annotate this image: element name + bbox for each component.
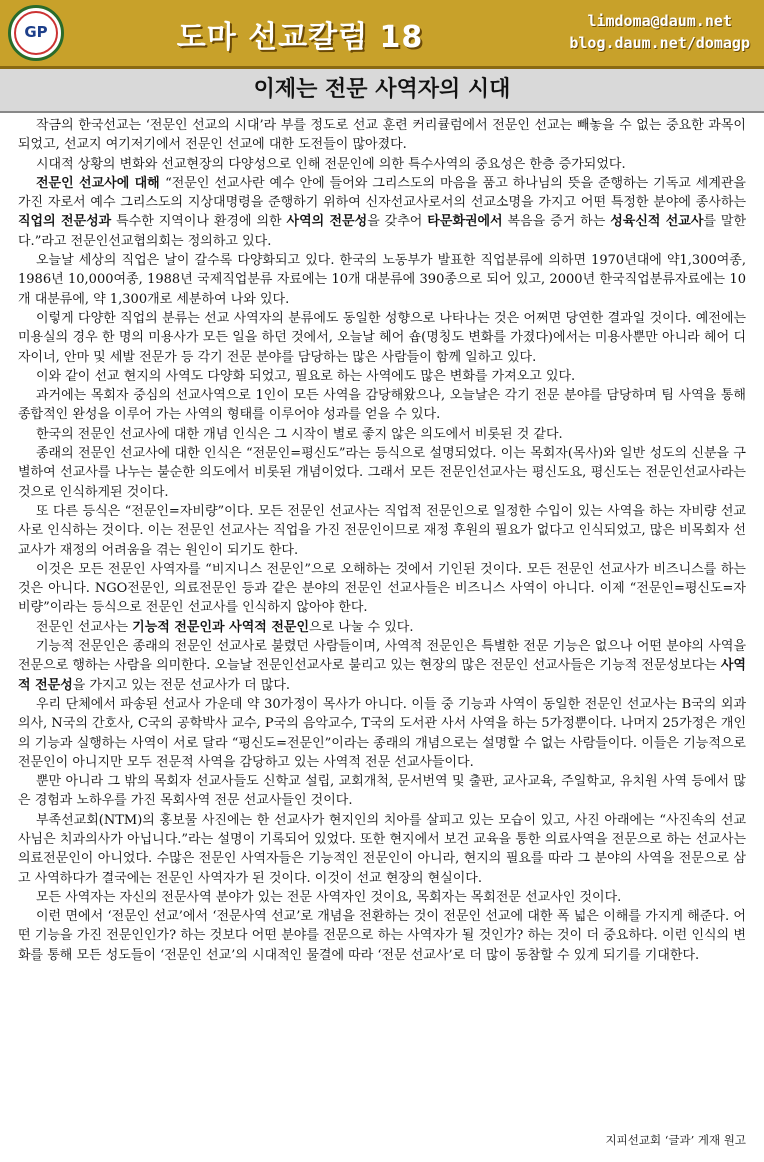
- paragraph-text: 를 말한다.”라고 전문인선교협의회는 정의하고 있다.: [18, 214, 747, 249]
- email-address[interactable]: limdoma@daum.net: [587, 12, 732, 30]
- article-paragraph: [18, 772, 746, 811]
- article-paragraph: [18, 309, 746, 367]
- paragraph-text: 과거에는 목회자 중심의 선교사역으로 1인이 모든 사역을 감당해왔으나, 오늘날은 각기 전문 분야를 담당하며 팀 사역을 통해 종합적인 완성을 이루어 가는 사역의 형태를 이루어야 성과를 얻을 수 있다.: [18, 388, 746, 423]
- column-header: [0, 0, 764, 69]
- logo-text: GP: [24, 23, 48, 41]
- article-paragraph: [18, 637, 746, 695]
- article-paragraph: [18, 907, 746, 965]
- emphasized-text: 직업의 전문성과: [18, 214, 112, 230]
- paragraph-text: 또 다른 등식은 “전문인=자비량”이다. 모든 전문인 선교사는 직업적 전문인으로 일정한 수입이 있는 사역을 하는 자비량 선교사로 인식하는 것이다. 이는 전문인 선교사는 직업을 가진 전문인이므로 재정 후원의 필요가 없다고 인식되었고, 많은 비목회자 선교사가 재정의 어려움을 겪는 원인이 되기도 한다.: [18, 503, 746, 558]
- article-paragraph: [18, 367, 746, 386]
- paragraph-text: 모든 사역자는 자신의 전문사역 분야가 있는 전문 사역자인 것이요, 목회자는 목회전문 선교사인 것이다.: [36, 889, 622, 905]
- paragraph-text: 이렇게 다양한 직업의 분류는 선교 사역자의 분류에도 동일한 성향으로 나타나는 것은 어쩌면 당연한 결과일 것이다. 예전에는 미용실의 경우 한 명의 미용사가 모든 일을 하던 것에서, 오늘날 헤어 숍(명칭도 변화를 가졌다)에서는 미용사뿐만 아니라 헤어 디자이너, 안마 및 세발 전문가 등 각기 전문 분야를 담당하는 많은 사람들이 함께 일하고 있다.: [18, 310, 746, 365]
- contact-info: [569, 10, 750, 54]
- emphasized-text: 사역의 전문성: [286, 214, 368, 230]
- paragraph-text: 뿐만 아니라 그 밖의 목회자 선교사들도 신학교 설립, 교회개척, 문서번역 및 출판, 교사교육, 주일학교, 유치원 사역 등에서 많은 경험과 노하우를 가진 목회사역 전문 선교사들인 것이다.: [18, 774, 746, 809]
- article-paragraph: [18, 888, 746, 907]
- paragraph-text: 우리 단체에서 파송된 선교사 가운데 약 30가정이 목사가 아니다. 이들 중 기능과 사역이 동일한 전문인 선교사는 B국의 외과의사, N국의 간호사, C국의 공학박사 교수, P국의 음악교수, T국의 도서관 사서 사역을 하는 5가정뿐이다. 나머지 25가정은 개인의 기능과 실행하는 사역이 서로 달라 “평신도=전문인”이라는 종래의 개념으로는 설명할 수 없는 사람들이다. 이들은 기능적으로 전문인이 아니지만 모두 전문적 사역을 감당하고 있는 사역적 전문 선교사들이다.: [18, 696, 747, 770]
- paragraph-text: 기능적 전문인은 종래의 전문인 선교사로 불렸던 사람들이며, 사역적 전문인은 특별한 전문 기능은 없으나 어떤 분야의 사역을 전문으로 행하는 사람을 의미한다. 오늘날 전문인선교사로 불리고 있는 현장의 많은 전문인 선교사들은 기능적 전문성보다는: [18, 639, 746, 674]
- paragraph-text: 부족선교회(NTM)의 홍보물 사진에는 한 선교사가 현지인의 치아를 살피고 있는 모습이 있고, 사진 아래에는 “사진속의 선교사님은 치과의사가 아닙니다.”라는 설명이 기록되어 있었다. 또한 현지에서 보건 교육을 통한 의료사역을 전문으로 하는 선교사는 의료전문인이 아니었다. 수많은 전문인 사역자들은 기능적인 전문인이 아니라, 현지의 필요를 따라 그 분야의 사역을 전문으로 삼고 사역하다가 결국에는 전문인 사역자가 된 것이다. 이것이 선교 현장의 현실이다.: [18, 812, 746, 886]
- source-note: 지피선교회 ‘글과’ 게재 원고: [605, 1133, 746, 1147]
- paragraph-text: 시대적 상황의 변화와 선교현장의 다양성으로 인해 전문인에 의한 특수사역의 중요성은 한층 증가되었다.: [36, 156, 626, 172]
- article-paragraph: [18, 502, 746, 560]
- emphasized-text: 타문화권에서: [427, 214, 503, 230]
- paragraph-text: 을 가지고 있는 전문 선교사가 더 많다.: [72, 677, 291, 693]
- article-paragraph: [18, 811, 746, 888]
- emphasized-text: 성육신적 선교사: [610, 214, 704, 230]
- emphasized-text: 전문인 선교사에 대해: [36, 175, 166, 191]
- paragraph-text: 이와 같이 선교 현지의 사역도 다양화 되었고, 필요로 하는 사역에도 많은 변화를 가져오고 있다.: [36, 368, 576, 384]
- article-paragraph: [18, 425, 746, 444]
- emphasized-text: 기능적 전문인과 사역적 전문인: [132, 619, 310, 635]
- paragraph-text: 복음을 증거 하는: [502, 214, 611, 230]
- paragraph-text: 으로 나눌 수 있다.: [309, 619, 414, 635]
- article-paragraph: [18, 116, 746, 155]
- article-paragraph: [18, 618, 746, 637]
- article-paragraph: [18, 444, 746, 502]
- paragraph-text: 종래의 전문인 선교사에 대한 인식은 “전문인=평신도”라는 등식으로 설명되었다. 이는 목회자(목사)와 일반 성도의 신분을 구별하여 선교사를 나누는 불순한 의도에서 비롯된 개념이었다. 그래서 모든 전문인선교사는 평신도요, 평신도는 전문인선교사라는 것으로 인식하게된 것이다.: [18, 446, 746, 500]
- article-paragraph: [18, 174, 746, 251]
- emphasized-text: 사역적 전문성: [18, 658, 746, 693]
- article-title: 이제는 전문 사역자의 시대: [0, 69, 764, 113]
- paragraph-text: 오늘날 세상의 직업은 날이 갈수록 다양화되고 있다. 한국의 노동부가 발표한 직업분류에 의하면 1970년대에 약1,300여종, 1986년 10,000여종, 1988년 국제직업분류 자료에는 10개 대분류에 390종으로 되어 있고, 2000년 한국직업분류자료에는 10개 대분류에, 약 1,300개로 세분하여 나와 있다.: [18, 253, 746, 307]
- article-paragraph: [18, 695, 746, 772]
- paragraph-text: 한국의 전문인 선교사에 대한 개념 인식은 그 시작이 별로 좋지 않은 의도에서 비롯된 것 같다.: [36, 426, 563, 442]
- article-body: [18, 116, 746, 965]
- paragraph-text: 이것은 모든 전문인 사역자를 “비지니스 전문인”으로 오해하는 것에서 기인된 것이다. 모든 전문인 선교사가 비즈니스를 하는 것은 아니다. NGO전문인, 의료전문인 등과 같은 분야의 전문인 선교사들은 비즈니스 사역이 아니다. 이제 “전문인=평신도=자비량”이라는 등식으로 전문인 선교사를 인식하지 않아야 한다.: [18, 561, 746, 616]
- article-paragraph: [18, 560, 746, 618]
- article-paragraph: [18, 155, 746, 174]
- paragraph-text: “전문인 선교사란 예수 안에 들어와 그리스도의 마음을 품고 하나님의 뜻을 준행하는 기독교 세계관을 가진 자로서 예수 그리스도의 지상대명령을 준행하기 위하여 신자선교사로서의 선교소명을 가지고 어떤 특정한 분야에 종사하는: [18, 175, 746, 211]
- paragraph-text: 전문인 선교사는: [36, 619, 133, 635]
- paragraph-text: 이런 면에서 ‘전문인 선교’에서 ‘전문사역 선교’로 개념을 전환하는 것이 전문인 선교에 대한 폭 넓은 이해를 가지게 해준다. 어떤 기능을 가진 전문인인가? 하는 것보다 어떤 분야를 전문으로 하는 사역자가 될 것인가? 하는 것이 더 중요하다. 이런 인식의 변화를 통해 모든 성도들이 ‘전문인 선교’의 시대적인 물결에 따라 ‘전문 선교사’로 더 많이 동참할 수 있게 되기를 기대한다.: [18, 909, 746, 963]
- paragraph-text: 작금의 한국선교는 ‘전문인 선교의 시대’라 부를 정도로 선교 훈련 커리큘럼에서 전문인 선교는 빼놓을 수 없는 중요한 과목이 되었고, 선교지 여기저기에서 전문인 선교에 대한 도전들이 많아졌다.: [18, 118, 746, 153]
- column-title: 도마 선교칼럼 18: [176, 20, 424, 55]
- article-paragraph: [18, 251, 746, 309]
- paragraph-text: 을 갖추어: [367, 214, 428, 230]
- paragraph-text: 특수한 지역이나 환경에 의한: [111, 214, 287, 230]
- gp-logo: [8, 5, 64, 61]
- article-paragraph: [18, 386, 746, 425]
- blog-url[interactable]: blog.daum.net/domagp: [569, 34, 750, 52]
